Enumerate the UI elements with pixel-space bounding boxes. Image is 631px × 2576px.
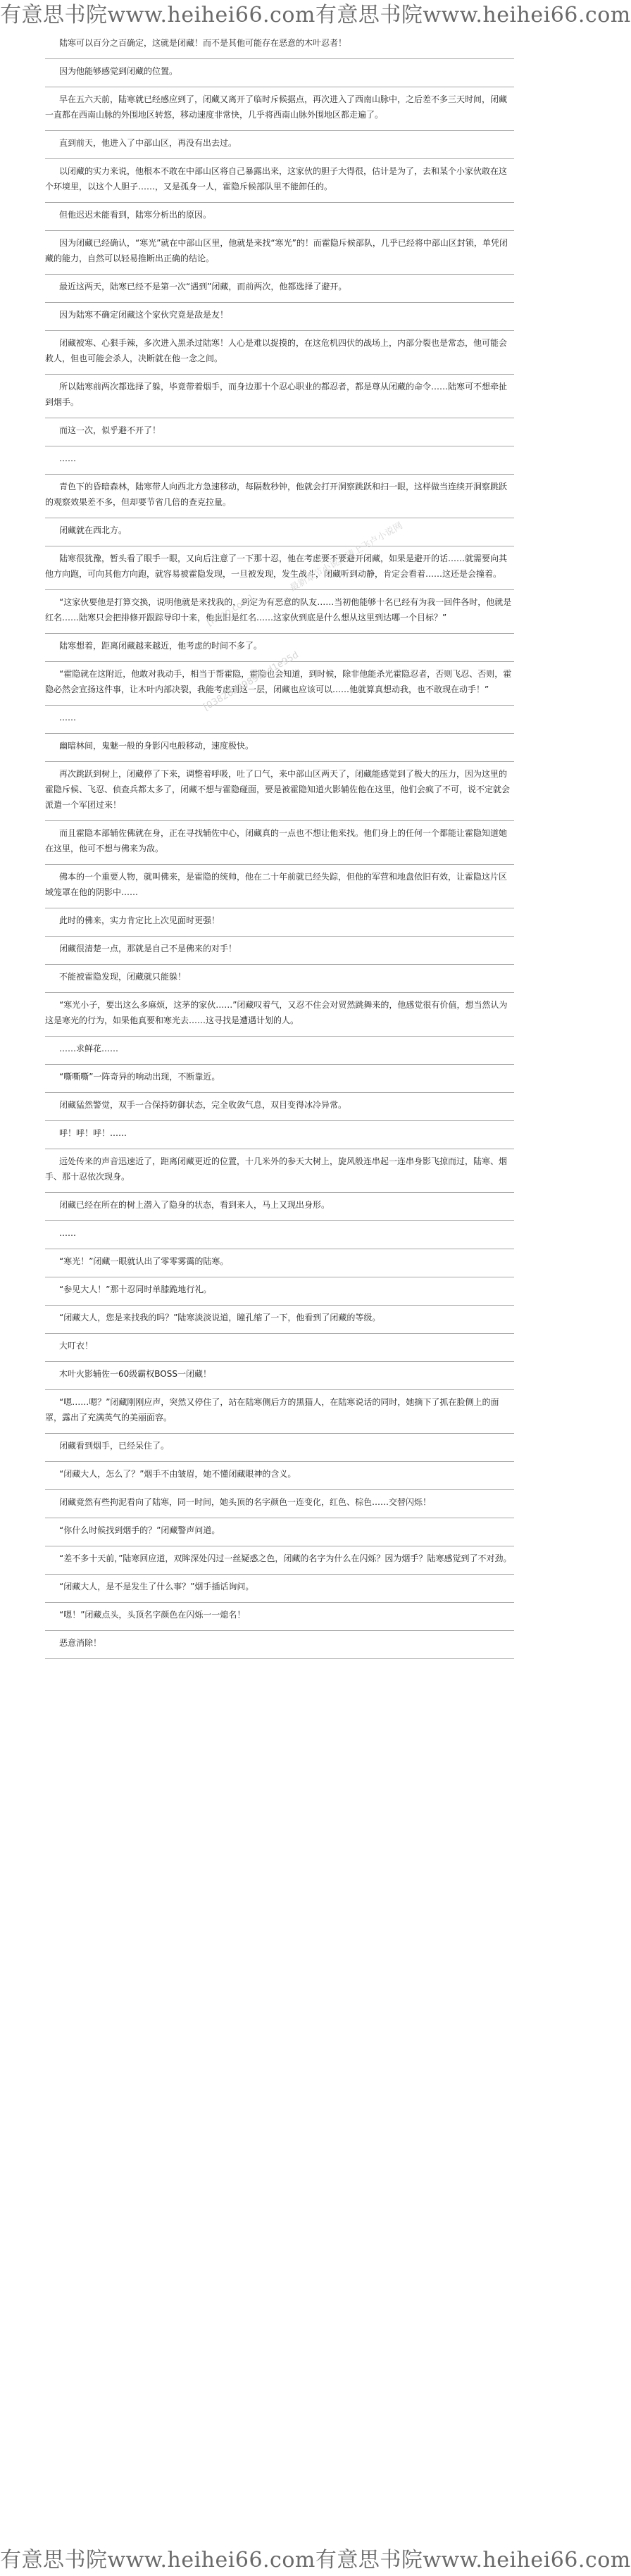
paragraph: “寒光小子，要出这么多麻烦，这茅的家伙……”闭藏叹着气，又忍不住会对贸然跳舞来的，他感觉很有价值，想当然认为这是寒光的行为，如果他真要和寒光去……这寻找是遭遇计划的人。 [45, 993, 514, 1037]
paragraph: 闭藏已经在所在的树上潜入了隐身的状态，看到来人，马上又现出身形。 [45, 1193, 514, 1221]
paragraph: 此时的佛来，实力肯定比上次见面时更强！ [45, 908, 514, 937]
paragraph: 所以陆寒前两次都选择了躲，毕竟带着烟手，而身边那十个忍心职业的都忍者，都是尊从闭藏的命令……陆寒可不想牵扯到烟手。 [45, 375, 514, 418]
paragraph: 陆寒很犹豫，暂头看了眼手一眼，又向后注意了一下那十忍，他在考虑要不要避开闭藏，如果是避开的话……就需要向其他方向跑，可向其他方向跑，就容易被霍隐发现，一旦被发现，发生战斗，闭藏听到动静，肯定会看着……这还是会撞着。 [45, 546, 514, 590]
paragraph: “你什么时候找到烟手的？”闭藏警声问道。 [45, 1518, 514, 1546]
paragraph: 青色下的昏暗森林，陆寒带人向西北方急速移动，每隔数秒钟，他就会打开洞察跳跃和扫一眼，这样做当连续开洞察跳跃的观察效果差不多，但却要节省几倍的查克拉量。 [45, 475, 514, 518]
chapter-content [0, 31, 559, 2545]
paragraph: 闭藏竟然有些拘泥看向了陆寒，同一时间，她头顶的名字颜色一连变化，红色、棕色……交替闪烁！ [45, 1490, 514, 1518]
paragraph: 而且霍隐本部辅佐佛就在身，正在寻找辅佐中心，闭藏真的一点也不想让他来找。他们身上的任何一个都能让霍隐知道她在这里，他可不想与佛来为敌。 [45, 821, 514, 865]
paragraph: 而这一次，似乎避不开了！ [45, 418, 514, 446]
paragraph: “这家伙要他是打算交换，说明他就是来找我的，到定为有恶意的队友……当初他能够十名已经有为我一回件各时，他就是红名……陆寒只会把排修开跟踪导印十来，他也旧是红名……这家伙到底是什么想从这里到达哪一个目标？” [45, 590, 514, 634]
paragraph: “闭藏大人，怎么了？”烟手不由皱眉，她不懂闭藏眼神的含义。 [45, 1462, 514, 1490]
paragraph: 因为陆寒不确定闭藏这个家伙究竟是敌是友！ [45, 303, 514, 331]
paragraph: “霍隐就在这附近，他敢对我动手，相当于帮霍隐，霍隐也会知道，到时候，除非他能杀光霍隐忍者，否则飞忍、否则，霍隐必然会宣扬这件事，让木叶内部决裂，我能考虑到这一层，闭藏也应该可以……他就算真想动我，也不敢现在动手！” [45, 662, 514, 706]
paragraph: 木叶火影辅佐一60级霸权BOSS一闭藏！ [45, 1362, 514, 1390]
paragraph: “嗯……嗯？”闭藏刚刚应声，突然又停住了，站在陆寒侧后方的黑猫人，在陆寒说话的同时，她摘下了抓在脸侧上的面罩，露出了充满英气的美丽面容。 [45, 1390, 514, 1434]
paragraph: 因为他能够感觉到闭藏的位置。 [45, 59, 514, 87]
paragraph: 闭藏很清楚一点，那就是自己不是佛来的对手！ [45, 937, 514, 965]
paragraph: 佛本的一个重要人物，就叫佛来，是霍隐的统帅，他在二十年前就已经失踪，但他的军营和地盘依旧有效，让霍隐这片区域笼罩在他的阴影中…… [45, 865, 514, 908]
paragraph: …… [45, 706, 514, 734]
watermark-text: 最新章节小说，请上飞卢小说网 [288, 520, 405, 594]
paragraph: 幽暗林间，鬼魅一般的身影闪电般移动，速度极快。 [45, 734, 514, 762]
paragraph: …… [45, 1221, 514, 1249]
paragraph: 直到前天，他进入了中部山区，再没有出去过。 [45, 131, 514, 159]
paragraph: 再次跳跃到树上，闭藏停了下来，调整着呼吸，吐了口气，来中部山区两天了，闭藏能感觉到了极大的压力，因为这里的霍隐斥候、飞忍、侦查兵都太多了，闭藏不想与霍隐碰面，要是被霍隐知道火影辅佐他在这里，他们会疯了不可，说不定就会派遣一个军团过来！ [45, 762, 514, 821]
paragraph: 以闭藏的实力来说，他根本不敢在中部山区将自己暴露出来，这家伙的胆子大得很，估计是为了，去和某个小家伙敢在这个环境里，以这个人胆子……，又是孤身一人，霍隐斥候部队里不能卸任的。 [45, 159, 514, 203]
paragraph: 恶意消除！ [45, 1631, 514, 1659]
paragraph: “参见大人！”那十忍同时单膝跪地行礼。 [45, 1277, 514, 1306]
paragraph: 因为闭藏已经确认，“寒光”就在中部山区里，他就是来找“寒光”的！而霍隐斥候部队，几乎已经将中部山区封锁，单凭闭藏的能力，自然可以轻易推断出正确的结论。 [45, 231, 514, 275]
paragraph: 闭藏被寒、心狠手辣，多次进入黑杀过陆寒！人心是难以捉摸的，在这危机四伏的战场上，内部分裂也是常态，他可能会救人，但也可能会杀人，决断就在他一念之间。 [45, 331, 514, 375]
paragraph: 远处传来的声音迅速近了，距离闭藏更近的位置，十几米外的参天大树上，旋风般连串起一连串身影飞掠而过，陆寒、烟手、那十忍依次现身。 [45, 1149, 514, 1193]
paragraph: 呼！呼！呼！…… [45, 1121, 514, 1149]
paragraph: 但他迟迟未能看到，陆寒分析出的原因。 [45, 203, 514, 231]
paragraph: 大叮衣！ [45, 1334, 514, 1362]
paragraph: 陆寒想着，距离闭藏越来越近，他考虑的时间不多了。 [45, 634, 514, 662]
watermark-text: [03820229891ad1e95d [201, 649, 301, 713]
paragraph: 陆寒可以百分之百确定，这就是闭藏！而不是其他可能存在恶意的木叶忍者！ [45, 31, 514, 59]
paragraph: …… [45, 446, 514, 475]
paragraph: 闭藏猛然警觉，双手一合保持防御状态，完全收敛气息，双目变得冰冷异常。 [45, 1093, 514, 1121]
paragraph: “寒光！”闭藏一眼就认出了零零雾霭的陆寒。 [45, 1249, 514, 1277]
paragraph: “差不多十天前，”陆寒回应道，双眸深处闪过一丝疑惑之色，闭藏的名字为什么在闪烁？因为烟手？陆寒感觉到了不对劲。 [45, 1546, 514, 1575]
paragraph: ……求鲜花…… [45, 1037, 514, 1065]
paragraph: 早在五六天前，陆寒就已经感应到了，闭藏又离开了临时斥候据点，再次进入了西南山脉中，之后差不多三天时间，闭藏一直都在西南山脉的外围地区转悠，移动速度非常快，几乎将西南山脉外围地区都走遍了。 [45, 87, 514, 131]
site-banner-top: 有意思书院www.heihei66.com有意思书院www.heihei66.com [0, 0, 559, 31]
paragraph: 闭藏看到烟手，已经呆住了。 [45, 1434, 514, 1462]
paragraph: “嗯！”闭藏点头，头顶名字颜色在闪烁一一熄名！ [45, 1603, 514, 1631]
paragraph: “闭藏大人，是不是发生了什么事？”烟手插话询问。 [45, 1575, 514, 1603]
paragraph: 闭藏就在西北方。 [45, 518, 514, 546]
paragraph: “闭藏大人，您是来找我的吗？”陆寒淡淡说道，瞳孔缩了一下，他看到了闭藏的等级。 [45, 1306, 514, 1334]
site-banner-bottom: 有意思书院www.heihei66.com有意思书院www.heihei66.com [0, 2545, 559, 2576]
watermark-text: [faloo.com] [205, 593, 256, 629]
paragraph: “嘶嘶嘶”一阵奇异的响动出现，不断靠近。 [45, 1065, 514, 1093]
paragraph: 不能被霍隐发现，闭藏就只能躲！ [45, 965, 514, 993]
paragraph: 最近这两天，陆寒已经不是第一次“遇到”闭藏，而前两次，他都选择了避开。 [45, 275, 514, 303]
